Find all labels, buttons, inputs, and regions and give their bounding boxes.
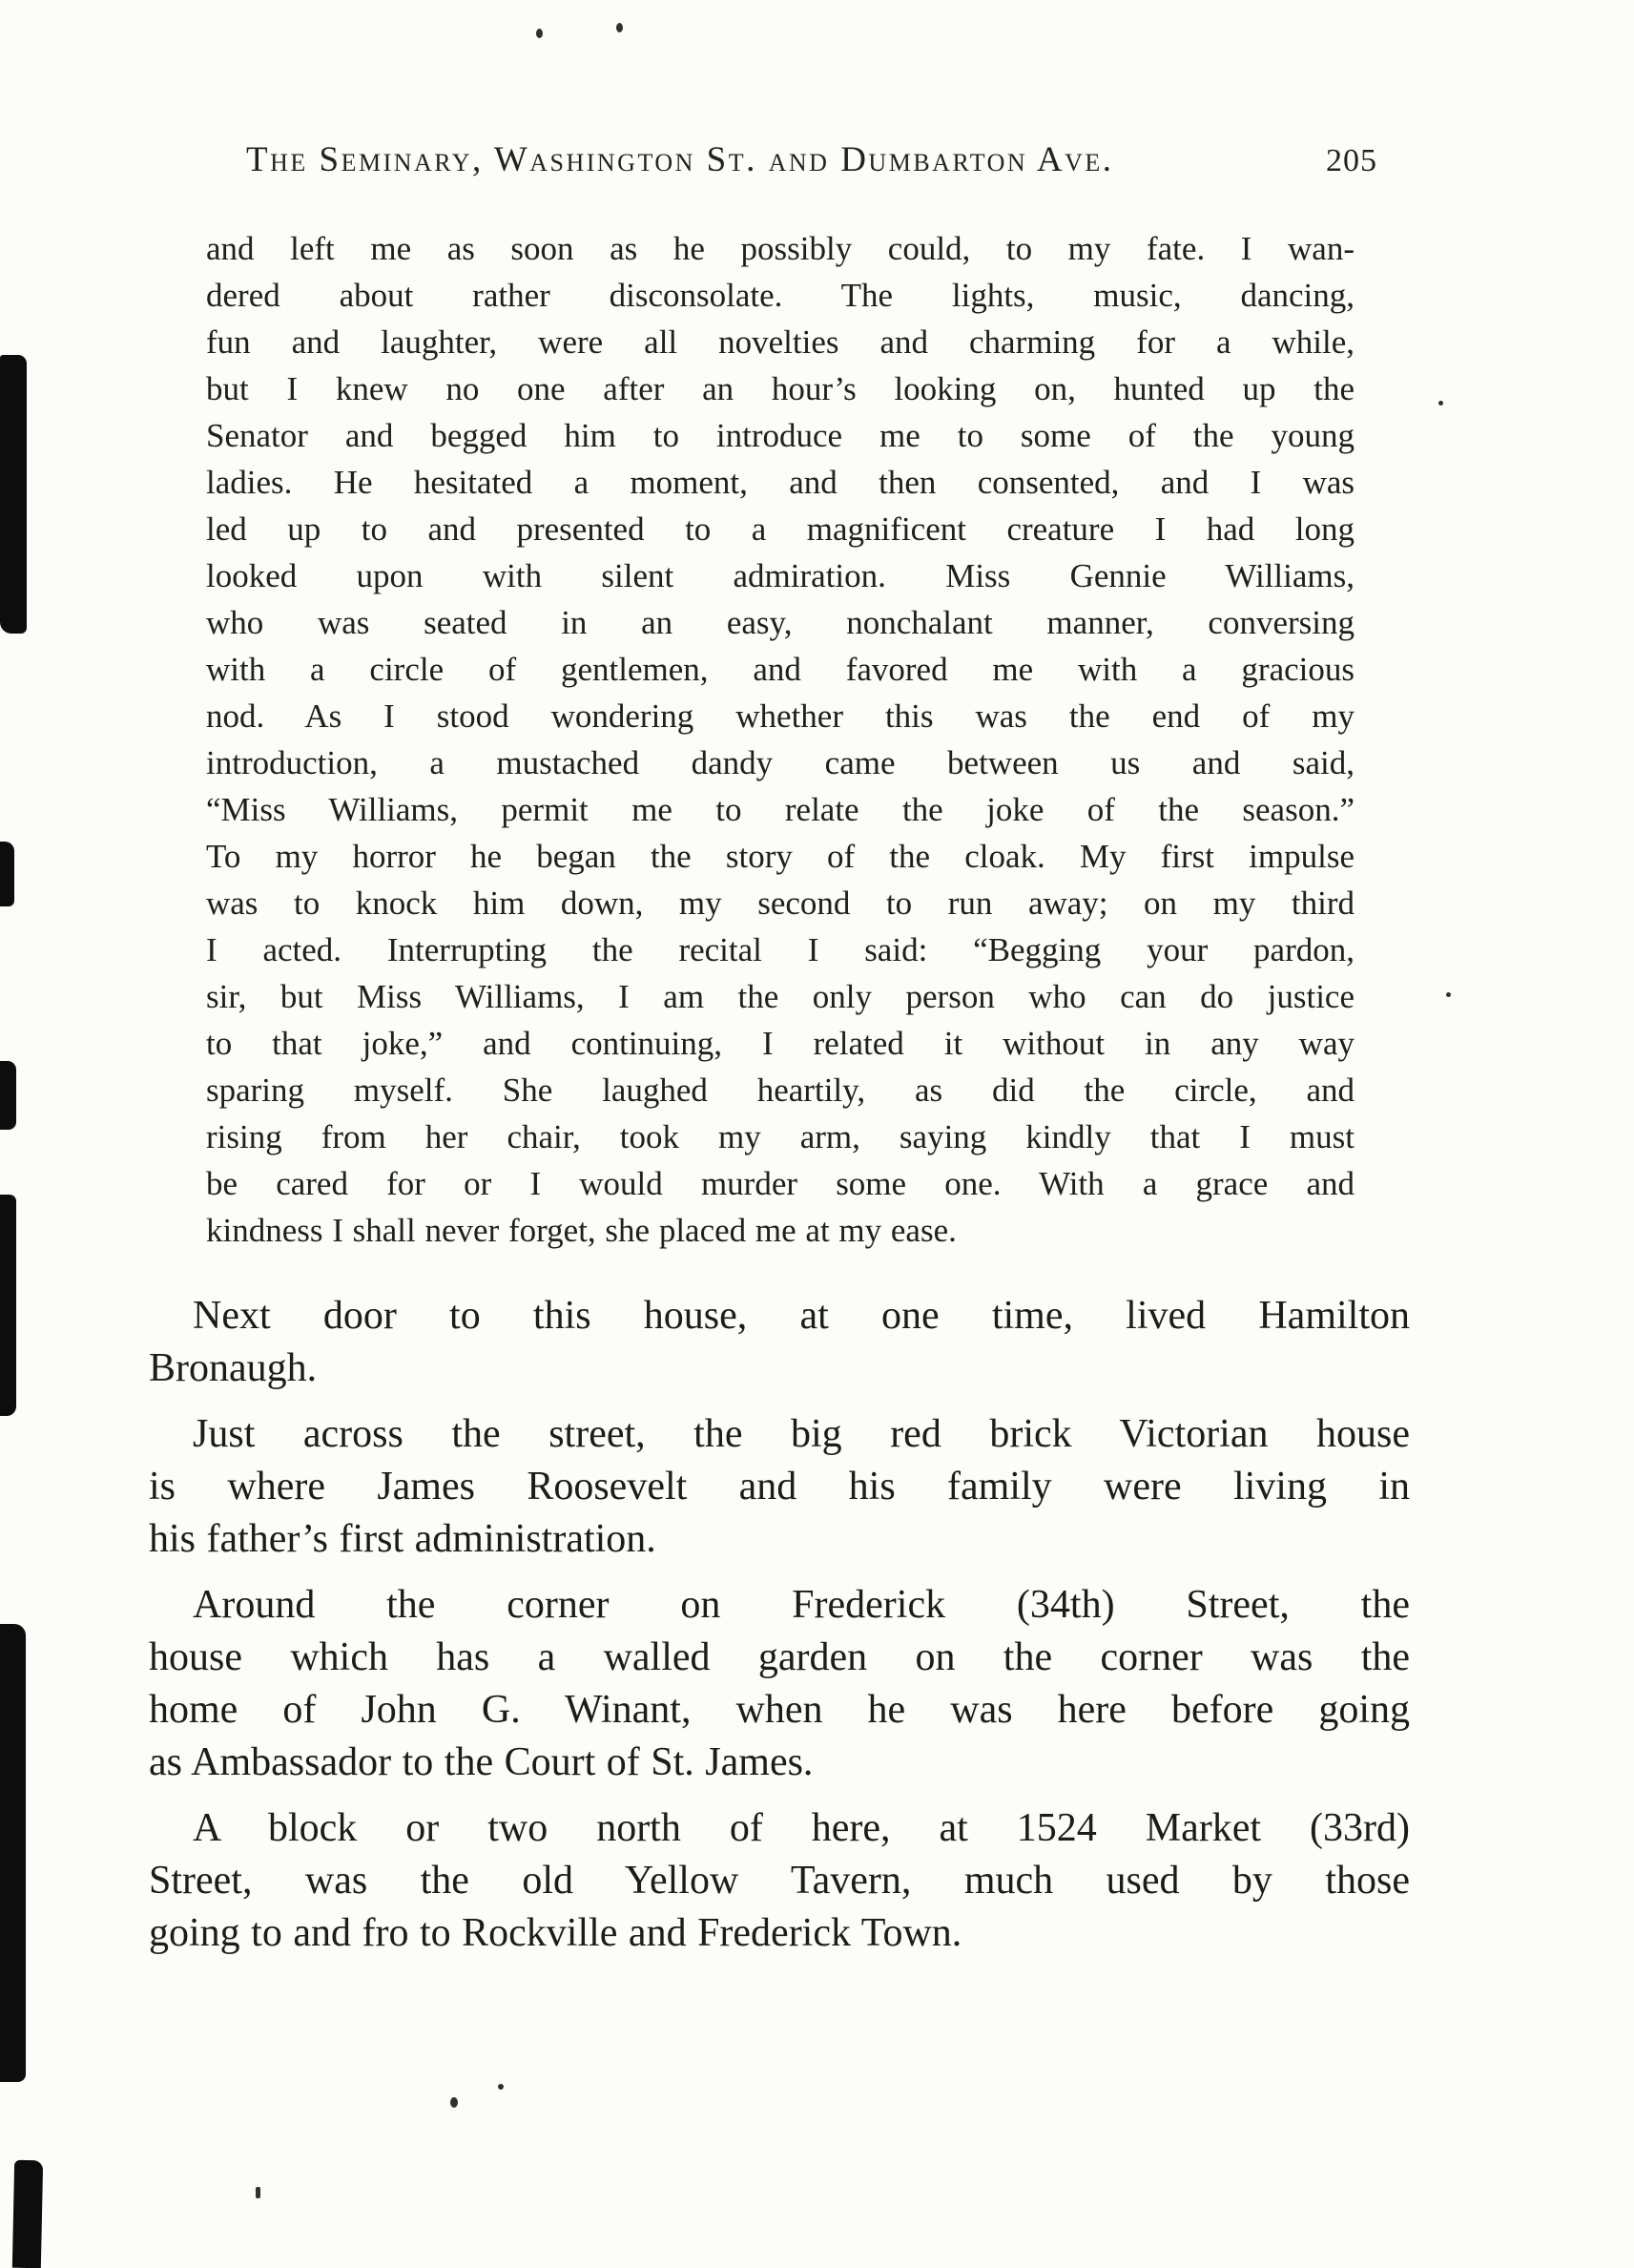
text-line: introduction, a mustached dandy came between us and said, (206, 744, 1355, 781)
text-line: to that joke,” and continuing, I related it without in any way (206, 1025, 1355, 1062)
paragraph (149, 1579, 1410, 1789)
text-line: is where James Roosevelt and his family were living in (149, 1465, 1410, 1509)
text-line: rising from her chair, took my arm, saying kindly that I must (206, 1118, 1355, 1155)
text-line: and left me as soon as he possibly could, to my fate. I wan- (206, 230, 1355, 267)
text-line: home of John G. Winant, when he was here before going (149, 1688, 1410, 1732)
scan-speck (1446, 992, 1451, 997)
body-text (149, 1290, 1410, 1973)
scan-speck (450, 2097, 458, 2108)
running-head (246, 139, 1377, 180)
ink-smudge (0, 1061, 16, 1130)
text-line: kindness I shall never forget, she placed me at my ease. (206, 1212, 957, 1249)
text-line: be cared for or I would murder some one. With a grace and (206, 1165, 1355, 1202)
block-quote (206, 225, 1355, 1254)
text-line: fun and laughter, were all novelties and charming for a while, (206, 323, 1355, 361)
ink-smudge (0, 1195, 16, 1416)
ink-smudge (0, 842, 14, 906)
text-line: going to and fro to Rockville and Frederick Town. (149, 1911, 962, 1955)
text-line: To my horror he began the story of the cloak. My first impulse (206, 838, 1355, 875)
text-line: Next door to this house, at one time, lived Hamilton (193, 1294, 1410, 1338)
paragraph (149, 1408, 1410, 1566)
page-number: 205 (1326, 143, 1377, 178)
text-line: sir, but Miss Williams, I am the only person who can do justice (206, 978, 1355, 1015)
text-line: led up to and presented to a magnificent creature I had long (206, 510, 1355, 548)
scan-speck (256, 2187, 260, 2198)
text-line: sparing myself. She laughed heartily, as did the circle, and (206, 1072, 1355, 1109)
scan-speck (536, 29, 543, 38)
text-line: Bronaugh. (149, 1346, 318, 1390)
ink-smudge (0, 1624, 26, 2082)
text-line: his father’s first administration. (149, 1517, 656, 1561)
scan-speck (1438, 401, 1443, 406)
text-line: ladies. He hesitated a moment, and then consented, and I was (206, 464, 1355, 501)
page-title: The Seminary, Washington St. and Dumbarton Ave. (246, 140, 1114, 179)
text-line: as Ambassador to the Court of St. James. (149, 1740, 814, 1784)
text-line: looked upon with silent admiration. Miss Gennie Williams, (206, 557, 1355, 594)
text-line: Senator and begged him to introduce me to some of the young (206, 417, 1355, 454)
paragraph (149, 1802, 1410, 1960)
text-line: dered about rather disconsolate. The lights, music, dancing, (206, 277, 1355, 314)
text-line: “Miss Williams, permit me to relate the joke of the season.” (206, 791, 1355, 828)
scan-speck (498, 2084, 504, 2090)
ink-smudge (12, 2160, 43, 2268)
text-line: Around the corner on Frederick (34th) Street, the (193, 1583, 1410, 1627)
ink-smudge (0, 355, 27, 634)
text-line: A block or two north of here, at 1524 Market (33rd) (193, 1806, 1410, 1850)
scan-speck (616, 23, 623, 32)
text-line: but I knew no one after an hour’s looking on, hunted up the (206, 370, 1355, 407)
text-line: I acted. Interrupting the recital I said: “Begging your pardon, (206, 931, 1355, 968)
paragraph (149, 1290, 1410, 1395)
text-line: Just across the street, the big red brick Victorian house (193, 1412, 1410, 1456)
text-line: was to knock him down, my second to run away; on my third (206, 884, 1355, 922)
text-line: Street, was the old Yellow Tavern, much used by those (149, 1859, 1410, 1903)
text-line: house which has a walled garden on the corner was the (149, 1635, 1410, 1679)
text-line: who was seated in an easy, nonchalant manner, conversing (206, 604, 1355, 641)
text-line: with a circle of gentlemen, and favored me with a gracious (206, 651, 1355, 688)
text-line: nod. As I stood wondering whether this was the end of my (206, 697, 1355, 735)
